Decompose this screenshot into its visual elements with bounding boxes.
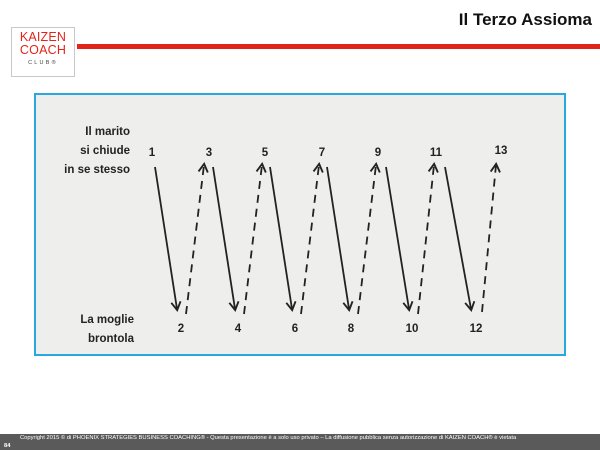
top-label-line-2: si chiude	[80, 145, 130, 157]
slide-title: Il Terzo Assioma	[458, 10, 592, 29]
top-number-11: 11	[429, 147, 443, 159]
kaizen-coach-logo	[11, 27, 75, 77]
top-number-1: 1	[148, 147, 156, 159]
axiom-diagram	[36, 95, 564, 354]
top-label-line-1: Il marito	[85, 126, 130, 138]
solid-arrows	[155, 167, 471, 309]
copyright-notice: Copyright 2015 © di PHOENIX STRATEGIES BUSINESS COACHING® - Questa presentazione è a solo uso privato – La diffusione pubblica senza autorizzazione di KAIZEN COACH® è vietata	[20, 435, 517, 441]
header-red-bar	[77, 44, 600, 49]
page-number: 84	[4, 443, 11, 449]
dashed-arrow-10-to-11	[418, 165, 434, 314]
dashed-arrow-8-to-9	[358, 165, 376, 314]
top-number-7: 7	[318, 147, 326, 159]
logo-line-1: KAIZEN	[19, 30, 67, 44]
top-label-line-3: in se stesso	[64, 164, 130, 176]
bottom-label-line-1: La moglie	[80, 314, 134, 326]
dashed-arrow-2-to-3	[186, 165, 204, 314]
solid-arrow-9-to-10	[386, 167, 409, 309]
solid-arrow-1-to-2	[155, 167, 177, 309]
logo-line-3: CLUB®	[28, 60, 58, 66]
bottom-number-12: 12	[469, 323, 483, 335]
top-number-3: 3	[205, 147, 213, 159]
dashed-arrow-12-to-13	[482, 165, 496, 312]
solid-arrow-7-to-8	[327, 167, 349, 309]
bottom-label-line-2: brontola	[88, 333, 134, 345]
footer-bar	[0, 434, 600, 450]
top-number-5: 5	[261, 147, 269, 159]
top-number-13: 13	[494, 145, 508, 157]
top-number-9: 9	[374, 147, 382, 159]
dashed-arrow-4-to-5	[244, 165, 262, 314]
solid-arrow-11-to-12	[445, 167, 471, 309]
bottom-number-4: 4	[234, 323, 242, 335]
bottom-number-6: 6	[291, 323, 299, 335]
bottom-number-10: 10	[405, 323, 419, 335]
bottom-number-2: 2	[177, 323, 185, 335]
logo-line-2: COACH	[19, 43, 67, 57]
solid-arrow-5-to-6	[270, 167, 292, 309]
bottom-number-8: 8	[347, 323, 355, 335]
solid-arrow-3-to-4	[213, 167, 235, 309]
dashed-arrow-6-to-7	[301, 165, 319, 314]
diagram-frame	[34, 93, 566, 356]
